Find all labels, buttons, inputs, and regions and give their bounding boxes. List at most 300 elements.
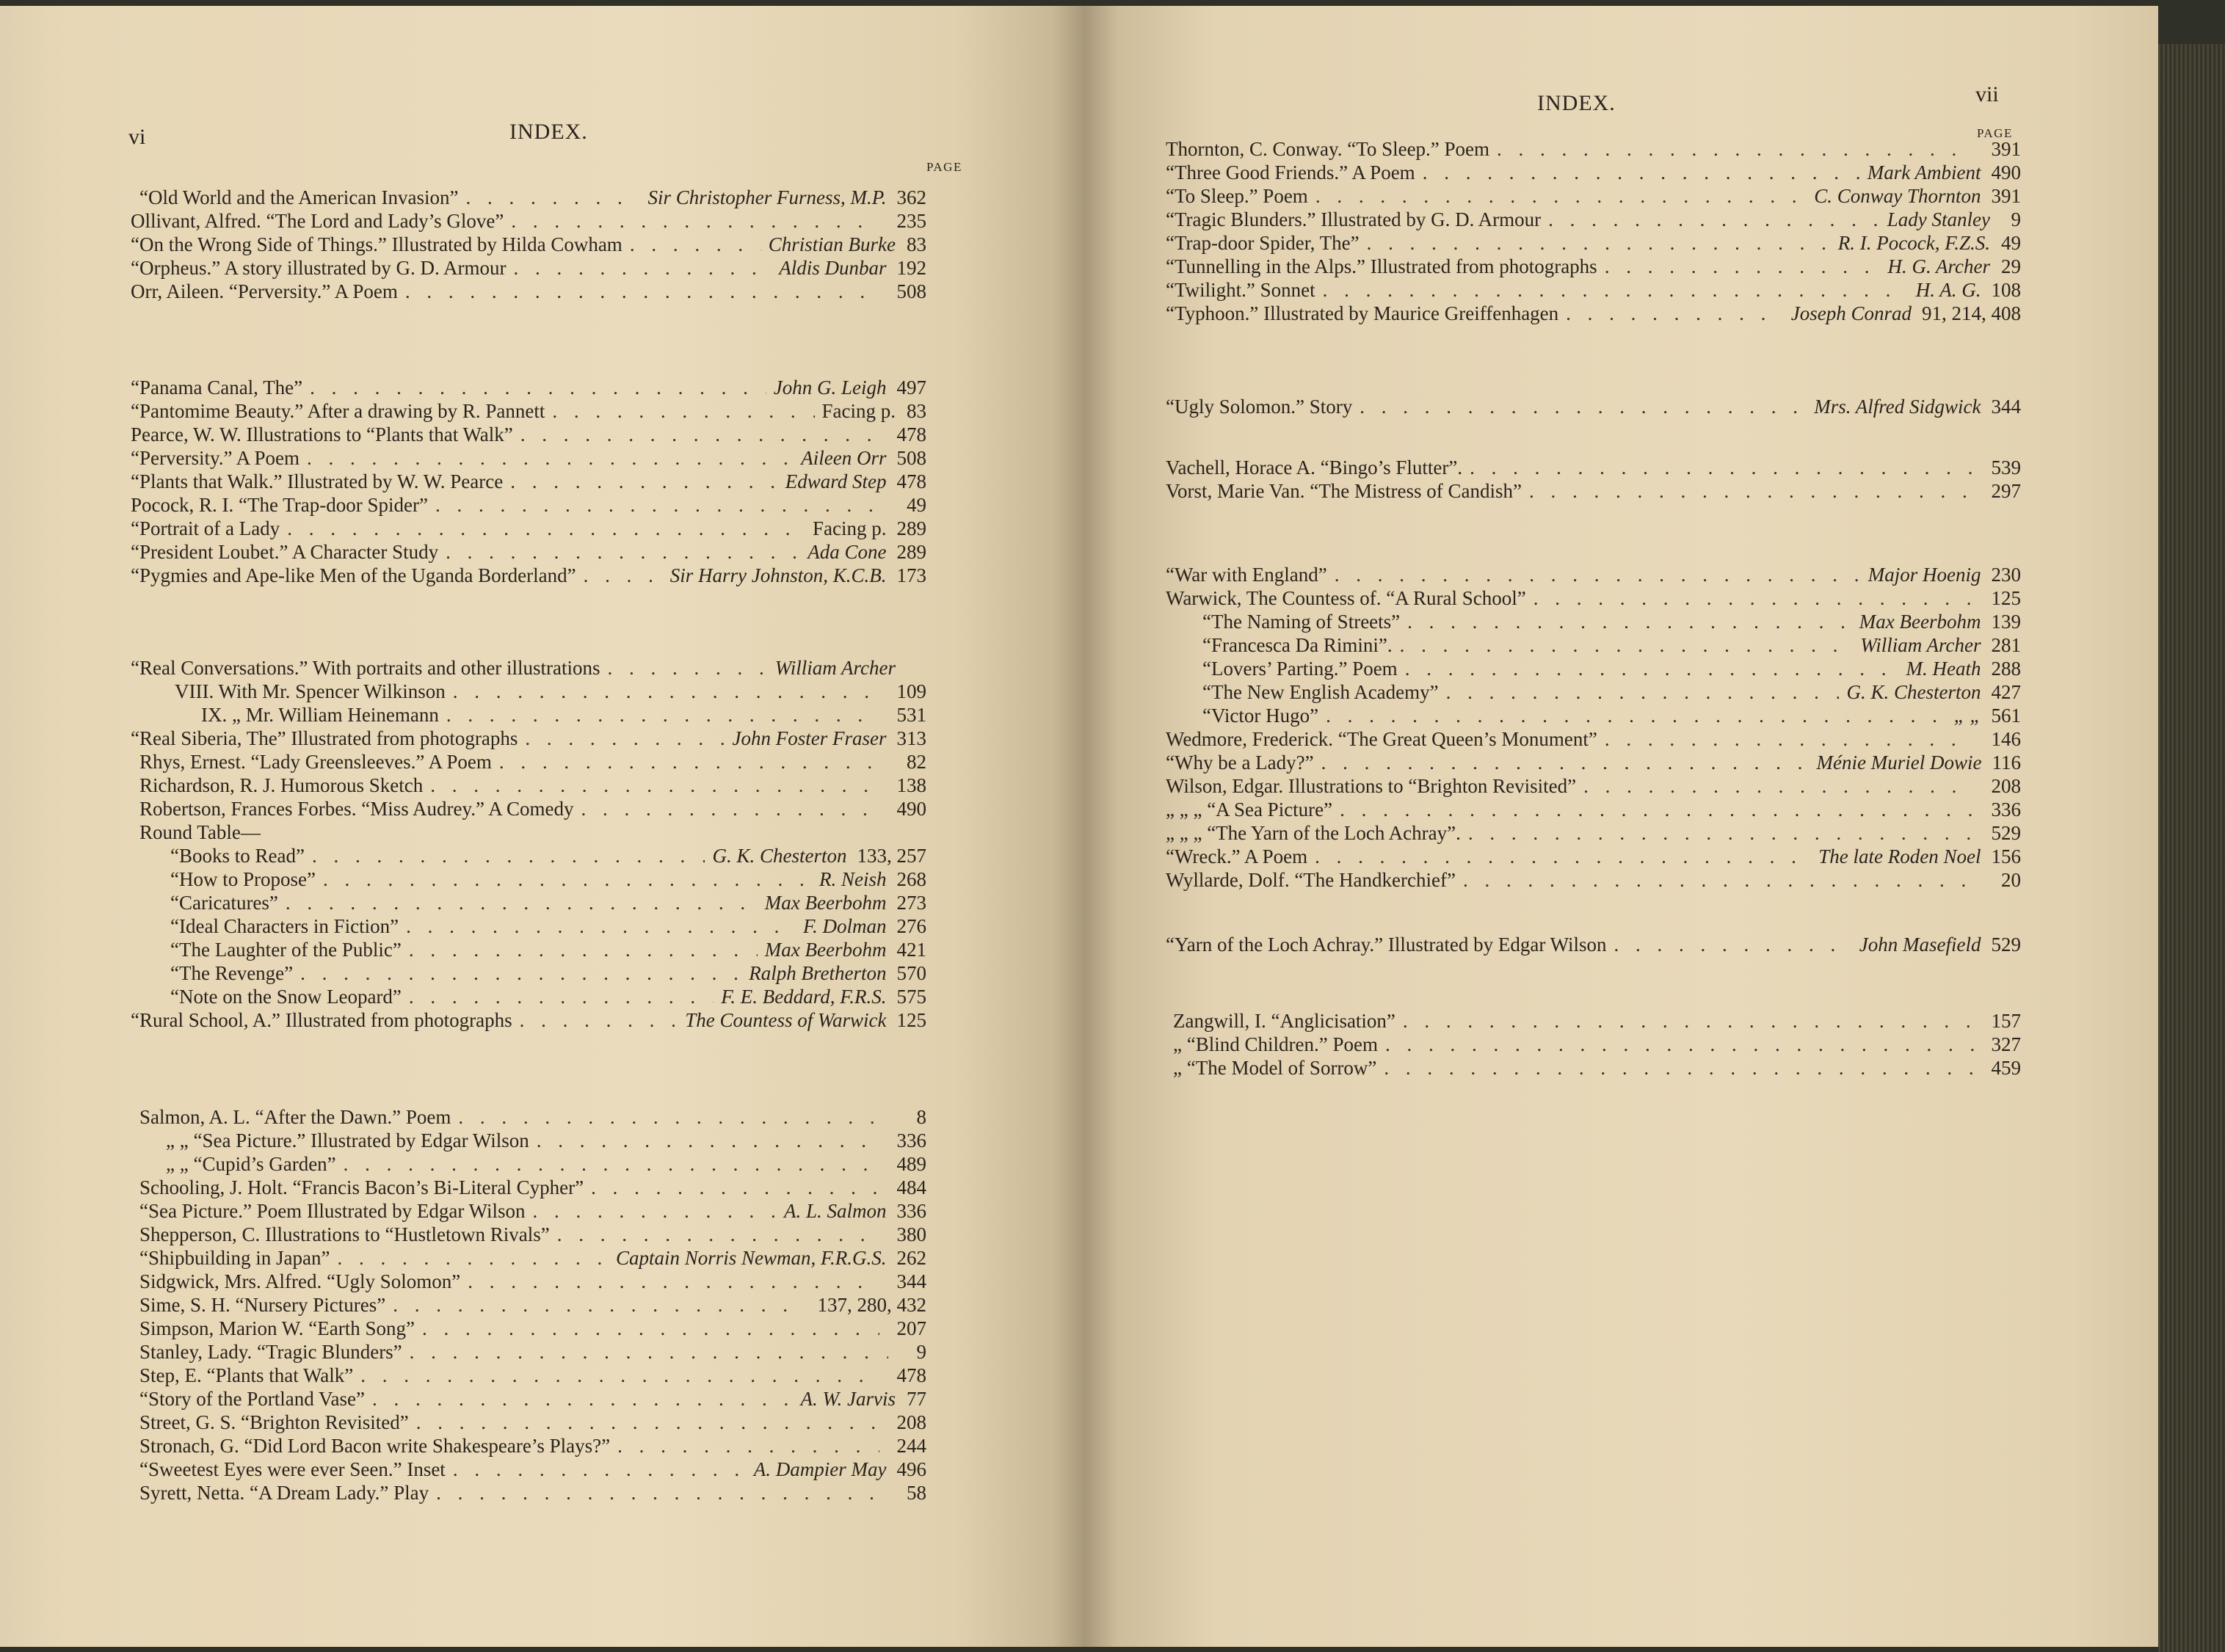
entry-title: “President Loubet.” A Character Study bbox=[131, 541, 439, 563]
entry-author: Facing p. bbox=[813, 517, 887, 539]
entry-page-number: 91, 214, 408 bbox=[1922, 302, 2021, 324]
entry-page-number: 268 bbox=[896, 868, 926, 890]
leader-dots bbox=[435, 492, 888, 517]
left-index-entry bbox=[139, 1363, 926, 1388]
entry-page-number: 276 bbox=[896, 915, 926, 937]
entry-title: “Pantomime Beauty.” After a drawing by R. Pannett bbox=[131, 400, 545, 422]
entry-page-number: 570 bbox=[896, 962, 926, 984]
leader-dots bbox=[1583, 774, 1973, 798]
entry-page-number: 9 bbox=[2011, 208, 2021, 230]
entry-page-number: 478 bbox=[896, 1364, 926, 1386]
leader-dots bbox=[1335, 562, 1861, 587]
leader-dots bbox=[1340, 797, 1973, 822]
leader-dots bbox=[300, 961, 741, 986]
right-index-entry bbox=[1166, 797, 2021, 822]
right-index-entry bbox=[1202, 633, 2021, 658]
entry-author: R. Neish bbox=[819, 868, 887, 890]
entry-title: IX. „ Mr. William Heinemann bbox=[201, 704, 439, 726]
entry-page-number: 575 bbox=[896, 986, 926, 1008]
leader-dots bbox=[416, 1410, 879, 1435]
leader-dots bbox=[287, 516, 805, 541]
entry-page-number: 8 bbox=[916, 1106, 926, 1128]
entry-title: Pocock, R. I. “The Trap-door Spider” bbox=[131, 494, 428, 516]
entry-author: Aileen Orr bbox=[801, 447, 887, 469]
entry-title: Robertson, Frances Forbes. “Miss Audrey.” A Comedy bbox=[139, 798, 574, 820]
entry-page-number: 489 bbox=[896, 1153, 926, 1175]
right-index-entry bbox=[1173, 1008, 2021, 1033]
entry-author: The late Roden Noel bbox=[1818, 845, 1981, 867]
entry-author: A. L. Salmon bbox=[783, 1200, 887, 1222]
right-index-entry bbox=[1166, 301, 2021, 326]
entry-title: “Wreck.” A Poem bbox=[1166, 845, 1308, 867]
entry-page-number: 289 bbox=[896, 541, 926, 563]
entry-page-number: 336 bbox=[896, 1129, 926, 1151]
leader-dots bbox=[286, 890, 758, 915]
left-index-entry bbox=[139, 1222, 926, 1247]
left-index-entry bbox=[139, 1198, 926, 1223]
entry-title: “The Revenge” bbox=[170, 962, 294, 984]
entry-author: M. Heath bbox=[1906, 658, 1981, 680]
entry-title: “War with England” bbox=[1166, 564, 1327, 586]
entry-page-number: 273 bbox=[896, 892, 926, 914]
leader-dots bbox=[513, 255, 772, 280]
entry-author: Mrs. Alfred Sidgwick bbox=[1814, 396, 1981, 418]
left-index-entry bbox=[170, 867, 926, 892]
leader-dots bbox=[405, 279, 879, 304]
leader-dots bbox=[468, 1269, 879, 1294]
entry-author: William Archer bbox=[1860, 634, 1981, 656]
entry-title: Wyllarde, Dolf. “The Handkerchief” bbox=[1166, 869, 1456, 891]
entry-page-number: 9 bbox=[916, 1341, 926, 1363]
entry-page-number: 244 bbox=[896, 1435, 926, 1457]
leader-dots bbox=[552, 399, 814, 423]
entry-title: “Three Good Friends.” A Poem bbox=[1166, 161, 1415, 183]
entry-author: The Countess of Warwick bbox=[685, 1009, 887, 1031]
right-index-entry bbox=[1166, 750, 2021, 775]
entry-title: “Sweetest Eyes were ever Seen.” Inset bbox=[139, 1458, 446, 1480]
entry-title: Wedmore, Frederick. “The Great Queen’s Monument” bbox=[1166, 728, 1597, 750]
left-index-entry bbox=[139, 1410, 926, 1435]
entry-page-number: 173 bbox=[896, 564, 926, 586]
entry-page-number: 344 bbox=[896, 1270, 926, 1292]
entry-title: Richardson, R. J. Humorous Sketch bbox=[139, 774, 424, 796]
leader-dots bbox=[1614, 932, 1852, 957]
leader-dots bbox=[453, 679, 879, 704]
entry-title: “Real Conversations.” With portraits and other illustrations bbox=[131, 657, 600, 679]
entry-title: Syrett, Netta. “A Dream Lady.” Play bbox=[139, 1482, 429, 1504]
entry-title: Street, G. S. “Brighton Revisited” bbox=[139, 1411, 409, 1433]
entry-title: Ollivant, Alfred. “The Lord and Lady’s Glove” bbox=[131, 210, 504, 232]
right-index-entry bbox=[1202, 680, 2021, 705]
entry-author: H. A. G. bbox=[1915, 279, 1981, 301]
entry-page-number: 561 bbox=[1991, 705, 2021, 727]
entry-title: “Portrait of a Lady bbox=[131, 517, 280, 539]
entry-page-number: 230 bbox=[1991, 564, 2021, 586]
entry-title: Sidgwick, Mrs. Alfred. “Ugly Solomon” bbox=[139, 1270, 461, 1292]
leader-dots bbox=[1446, 680, 1840, 705]
right-index-entry bbox=[1166, 844, 2021, 869]
leader-dots bbox=[409, 937, 758, 962]
entry-title: „ „ „ “The Yarn of the Loch Achray”. bbox=[1166, 822, 1461, 844]
left-index-entry bbox=[131, 422, 926, 447]
leader-dots bbox=[1405, 656, 1899, 681]
leader-dots bbox=[1529, 479, 1974, 503]
entry-page-number: 362 bbox=[896, 186, 926, 208]
entry-page-number: 478 bbox=[896, 423, 926, 445]
entry-title: “Ugly Solomon.” Story bbox=[1166, 396, 1353, 418]
entry-author: G. K. Chesterton bbox=[712, 845, 847, 867]
entry-title: “Tunnelling in the Alps.” Illustrated from photographs bbox=[1166, 255, 1597, 277]
left-index-entry bbox=[139, 1105, 926, 1129]
entry-title: „ “The Model of Sorrow” bbox=[1173, 1057, 1377, 1079]
entry-author: Major Hoenig bbox=[1868, 564, 1981, 586]
entry-title: Round Table— bbox=[139, 821, 261, 843]
right-index-entry bbox=[1166, 586, 2021, 611]
left-index-entry bbox=[139, 1292, 926, 1317]
left-index-entry bbox=[166, 1128, 926, 1153]
entry-title: “Victor Hugo” bbox=[1202, 705, 1319, 727]
left-index-entry bbox=[131, 726, 926, 751]
entry-page-number: 208 bbox=[1991, 775, 2021, 797]
entry-page-number: 138 bbox=[896, 774, 926, 796]
leader-dots bbox=[608, 655, 768, 680]
leader-dots bbox=[1533, 586, 1974, 611]
left-index-entry bbox=[139, 1269, 926, 1294]
right-index-entry bbox=[1166, 183, 2021, 208]
entry-page-number: 83 bbox=[907, 400, 926, 422]
right-index-entry bbox=[1166, 277, 2021, 302]
entry-page-number: 313 bbox=[896, 727, 926, 749]
leader-dots bbox=[1385, 1032, 1974, 1057]
leader-dots bbox=[465, 185, 640, 210]
leader-dots bbox=[372, 1386, 794, 1411]
right-index-entry bbox=[1202, 703, 2021, 728]
left-index-entry bbox=[139, 185, 926, 210]
entry-author: William Archer bbox=[774, 657, 896, 679]
entry-title: “Orpheus.” A story illustrated by G. D. Armour bbox=[131, 257, 507, 279]
leader-dots bbox=[1407, 609, 1852, 634]
left-index-entry bbox=[166, 1151, 926, 1176]
left-index-entry bbox=[131, 255, 926, 280]
entry-page-number: 109 bbox=[896, 680, 926, 702]
leader-dots bbox=[1548, 207, 1880, 232]
leader-dots bbox=[1360, 394, 1807, 419]
right-running-head: INDEX. bbox=[1537, 91, 1616, 115]
leader-dots bbox=[337, 1245, 608, 1270]
entry-author: Sir Harry Johnston, K.C.B. bbox=[669, 564, 887, 586]
entry-page-number: 336 bbox=[1991, 798, 2021, 820]
leader-dots bbox=[1605, 254, 1881, 279]
right-index-entry bbox=[1166, 562, 2021, 587]
left-index-entry bbox=[131, 655, 926, 680]
left-index-entry bbox=[139, 1433, 926, 1458]
entry-page-number: 288 bbox=[1991, 658, 2021, 680]
entry-author: Max Beerbohm bbox=[1859, 611, 1981, 633]
entry-title: “Plants that Walk.” Illustrated by W. W. Pearce bbox=[131, 470, 504, 492]
entry-title: Warwick, The Countess of. “A Rural School” bbox=[1166, 587, 1526, 609]
left-index-entry bbox=[131, 279, 926, 304]
entry-page-number: 490 bbox=[896, 798, 926, 820]
left-index-entry bbox=[139, 820, 926, 845]
entry-title: Orr, Aileen. “Perversity.” A Poem bbox=[131, 280, 398, 302]
left-running-head: INDEX. bbox=[509, 120, 588, 144]
leader-dots bbox=[410, 1339, 888, 1364]
entry-author: F. Dolman bbox=[802, 915, 887, 937]
entry-title: Thornton, C. Conway. “To Sleep.” Poem bbox=[1166, 138, 1490, 160]
left-index-entry bbox=[170, 843, 926, 868]
left-index-entry bbox=[131, 208, 926, 233]
entry-title: “Tragic Blunders.” Illustrated by G. D. Armour bbox=[1166, 208, 1542, 230]
left-index-entry bbox=[201, 702, 926, 727]
left-index-entry bbox=[131, 1008, 926, 1033]
right-index-entry bbox=[1166, 727, 2021, 752]
entry-author: John Foster Fraser bbox=[732, 727, 887, 749]
entry-title: Step, E. “Plants that Walk” bbox=[139, 1364, 354, 1386]
right-folio: vii bbox=[1975, 82, 1999, 106]
leader-dots bbox=[436, 1480, 888, 1505]
left-index-entry bbox=[131, 232, 926, 257]
entry-title: Pearce, W. W. Illustrations to “Plants that Walk” bbox=[131, 423, 513, 445]
entry-page-number: 49 bbox=[2001, 232, 2021, 254]
entry-page-number: 137, 280, 432 bbox=[817, 1294, 926, 1316]
leader-dots bbox=[525, 726, 725, 751]
entry-author: „ „ bbox=[1953, 705, 1981, 727]
leader-dots bbox=[1323, 277, 1909, 302]
leader-dots bbox=[409, 984, 714, 1009]
entry-page-number: 156 bbox=[1991, 845, 2021, 867]
entry-title: Vachell, Horace A. “Bingo’s Flutter”. bbox=[1166, 456, 1463, 479]
entry-author: C. Conway Thornton bbox=[1814, 185, 1981, 207]
entry-page-number: 327 bbox=[1991, 1033, 2021, 1055]
entry-page-number: 508 bbox=[896, 280, 926, 302]
entry-page-number: 427 bbox=[1991, 681, 2021, 703]
entry-page-number: 133, 257 bbox=[857, 845, 926, 867]
entry-title: Wilson, Edgar. Illustrations to “Brighton Revisited” bbox=[1166, 775, 1577, 797]
entry-page-number: 289 bbox=[896, 517, 926, 539]
entry-title: “Caricatures” bbox=[170, 892, 278, 914]
entry-page-number: 478 bbox=[896, 470, 926, 492]
entry-page-number: 421 bbox=[896, 939, 926, 961]
entry-author: Lady Stanley bbox=[1887, 208, 1990, 230]
leader-dots bbox=[344, 1151, 879, 1176]
entry-title: “Rural School, A.” Illustrated from photographs bbox=[131, 1009, 512, 1031]
entry-title: “Note on the Snow Leopard” bbox=[170, 986, 402, 1008]
right-index-entry bbox=[1166, 932, 2021, 957]
leader-dots bbox=[393, 1292, 799, 1317]
leader-dots bbox=[1463, 867, 1983, 892]
leader-dots bbox=[1470, 455, 1973, 480]
left-index-entry bbox=[131, 516, 926, 541]
left-index-entry bbox=[139, 773, 926, 798]
entry-page-number: 380 bbox=[896, 1223, 926, 1245]
leader-dots bbox=[1367, 230, 1831, 255]
entry-page-number: 116 bbox=[1992, 752, 2021, 774]
entry-title: “Why be a Lady?” bbox=[1166, 752, 1314, 774]
leader-dots bbox=[323, 867, 812, 892]
entry-title: VIII. With Mr. Spencer Wilkinson bbox=[175, 680, 446, 702]
entry-title: “On the Wrong Side of Things.” Illustrated by Hilda Cowham bbox=[131, 233, 623, 255]
leader-dots bbox=[557, 1222, 879, 1247]
entry-author: F. E. Beddard, F.R.S. bbox=[721, 986, 887, 1008]
right-index-entry bbox=[1173, 1055, 2021, 1080]
entry-title: “Twilight.” Sonnet bbox=[1166, 279, 1315, 301]
leader-dots bbox=[520, 1008, 678, 1033]
entry-title: “Old World and the American Invasion” bbox=[139, 186, 459, 208]
entry-page-number: 459 bbox=[1991, 1057, 2021, 1079]
left-index-entry bbox=[131, 539, 926, 564]
left-index-entry bbox=[170, 984, 926, 1009]
entry-page-number: 77 bbox=[907, 1388, 926, 1410]
leader-dots bbox=[458, 1105, 888, 1129]
entry-title: Stanley, Lady. “Tragic Blunders” bbox=[139, 1341, 402, 1363]
entry-page-number: 336 bbox=[896, 1200, 926, 1222]
leader-dots bbox=[453, 1457, 747, 1482]
entry-title: „ “Blind Children.” Poem bbox=[1173, 1033, 1378, 1055]
right-page-label: PAGE bbox=[1977, 126, 2013, 140]
left-index-entry bbox=[131, 399, 926, 423]
left-index-entry bbox=[139, 1386, 926, 1411]
left-index-entry bbox=[139, 1316, 926, 1341]
entry-author: H. G. Archer bbox=[1887, 255, 1990, 277]
left-index-entry bbox=[139, 796, 926, 821]
right-index-entry bbox=[1166, 479, 2021, 503]
right-index-entry bbox=[1166, 160, 2021, 185]
entry-author: Captain Norris Newman, F.R.G.S. bbox=[615, 1247, 887, 1269]
entry-page-number: 192 bbox=[896, 257, 926, 279]
entry-page-number: 157 bbox=[1991, 1010, 2021, 1032]
leader-dots bbox=[446, 702, 879, 727]
leader-dots bbox=[617, 1433, 879, 1458]
entry-title: “Francesca Da Rimini”. bbox=[1202, 634, 1393, 656]
leader-dots bbox=[1423, 160, 1860, 185]
leader-dots bbox=[1605, 727, 1974, 752]
entry-title: Simpson, Marion W. “Earth Song” bbox=[139, 1317, 415, 1339]
entry-page-number: 529 bbox=[1991, 822, 2021, 844]
entry-author: Facing p. bbox=[821, 400, 896, 422]
entry-title: Sime, S. H. “Nursery Pictures” bbox=[139, 1294, 386, 1316]
left-index-entry bbox=[175, 679, 926, 704]
entry-title: Rhys, Ernest. “Lady Greensleeves.” A Poem bbox=[139, 751, 492, 773]
entry-page-number: 207 bbox=[896, 1317, 926, 1339]
right-index-entry bbox=[1166, 867, 2021, 892]
entry-page-number: 262 bbox=[896, 1247, 926, 1269]
leader-dots bbox=[406, 914, 796, 939]
leader-dots bbox=[584, 563, 663, 588]
leader-dots bbox=[499, 749, 888, 774]
entry-page-number: 497 bbox=[896, 376, 926, 399]
right-index-entry bbox=[1166, 254, 2021, 279]
entry-title: Schooling, J. Holt. “Francis Bacon’s Bi-Literal Cypher” bbox=[139, 1176, 584, 1198]
entry-title: „ „ “Cupid’s Garden” bbox=[166, 1153, 336, 1175]
right-index-entry bbox=[1166, 774, 2021, 798]
leader-dots bbox=[520, 422, 879, 447]
entry-title: “Real Siberia, The” Illustrated from photographs bbox=[131, 727, 518, 749]
entry-title: “Lovers’ Parting.” Poem bbox=[1202, 658, 1398, 680]
entry-page-number: 391 bbox=[1991, 138, 2021, 160]
leader-dots bbox=[1403, 1008, 1974, 1033]
entry-author: John G. Leigh bbox=[773, 376, 887, 399]
left-index-entry bbox=[131, 492, 926, 517]
entry-author: A. W. Jarvis bbox=[800, 1388, 896, 1410]
leader-dots bbox=[533, 1198, 777, 1223]
entry-page-number: 297 bbox=[1991, 480, 2021, 502]
entry-page-number: 281 bbox=[1991, 634, 2021, 656]
entry-title: „ „ „ “A Sea Picture” bbox=[1166, 798, 1333, 820]
right-page bbox=[1085, 6, 2158, 1647]
entry-author: G. K. Chesterton bbox=[1846, 681, 1981, 703]
left-index-entry bbox=[139, 1175, 926, 1200]
entry-page-number: 508 bbox=[896, 447, 926, 469]
entry-page-number: 146 bbox=[1991, 728, 2021, 750]
entry-title: „ „ “Sea Picture.” Illustrated by Edgar Wilson bbox=[166, 1129, 529, 1151]
entry-page-number: 125 bbox=[896, 1009, 926, 1031]
leader-dots bbox=[630, 232, 761, 257]
entry-title: “The New English Academy” bbox=[1202, 681, 1439, 703]
leader-dots bbox=[360, 1363, 879, 1388]
leader-dots bbox=[1566, 301, 1784, 326]
left-page-label: PAGE bbox=[926, 160, 962, 174]
leader-dots bbox=[1315, 844, 1811, 869]
entry-page-number: 139 bbox=[1991, 611, 2021, 633]
leader-dots bbox=[511, 208, 879, 233]
right-index-entry bbox=[1166, 820, 2021, 845]
leader-dots bbox=[591, 1175, 879, 1200]
left-index-entry bbox=[131, 563, 926, 588]
entry-title: “Panama Canal, The” bbox=[131, 376, 303, 399]
entry-page-number: 49 bbox=[907, 494, 926, 516]
leader-dots bbox=[510, 469, 778, 494]
left-index-entry bbox=[139, 1457, 926, 1482]
entry-author: Ada Cone bbox=[807, 541, 887, 563]
entry-author: Edward Step bbox=[785, 470, 887, 492]
entry-title: “Typhoon.” Illustrated by Maurice Greiffenhagen bbox=[1166, 302, 1559, 324]
left-index-entry bbox=[139, 1245, 926, 1270]
entry-title: “How to Propose” bbox=[170, 868, 316, 890]
entry-author: Max Beerbohm bbox=[764, 939, 887, 961]
left-index-entry bbox=[131, 445, 926, 470]
entry-page-number: 108 bbox=[1991, 279, 2021, 301]
leader-dots bbox=[1384, 1055, 1973, 1080]
entry-page-number: 58 bbox=[907, 1482, 926, 1504]
entry-title: “Shipbuilding in Japan” bbox=[139, 1247, 330, 1269]
leader-dots bbox=[422, 1316, 879, 1341]
left-index-entry bbox=[170, 937, 926, 962]
leader-dots bbox=[1400, 633, 1854, 658]
left-index-entry bbox=[139, 749, 926, 774]
entry-page-number: 29 bbox=[2001, 255, 2021, 277]
entry-author: A. Dampier May bbox=[753, 1458, 887, 1480]
entry-title: Shepperson, C. Illustrations to “Hustletown Rivals” bbox=[139, 1223, 550, 1245]
right-index-entry bbox=[1202, 609, 2021, 634]
leader-dots bbox=[310, 375, 766, 400]
entry-title: Stronach, G. “Did Lord Bacon write Shakespeare’s Plays?” bbox=[139, 1435, 611, 1457]
left-folio: vi bbox=[128, 125, 146, 149]
entry-author: Ménie Muriel Dowie bbox=[1816, 752, 1982, 774]
right-index-entry bbox=[1202, 656, 2021, 681]
entry-author: John Masefield bbox=[1859, 934, 1981, 956]
entry-title: “Trap-door Spider, The” bbox=[1166, 232, 1360, 254]
entry-author: Mark Ambient bbox=[1867, 161, 1981, 183]
entry-page-number: 391 bbox=[1991, 185, 2021, 207]
entry-title: “Story of the Portland Vase” bbox=[139, 1388, 365, 1410]
left-index-entry bbox=[170, 890, 926, 915]
left-index-entry bbox=[139, 1339, 926, 1364]
leader-dots bbox=[446, 539, 800, 564]
entry-page-number: 496 bbox=[896, 1458, 926, 1480]
right-index-entry bbox=[1166, 207, 2021, 232]
leader-dots bbox=[537, 1128, 879, 1153]
entry-author: Max Beerbohm bbox=[764, 892, 887, 914]
